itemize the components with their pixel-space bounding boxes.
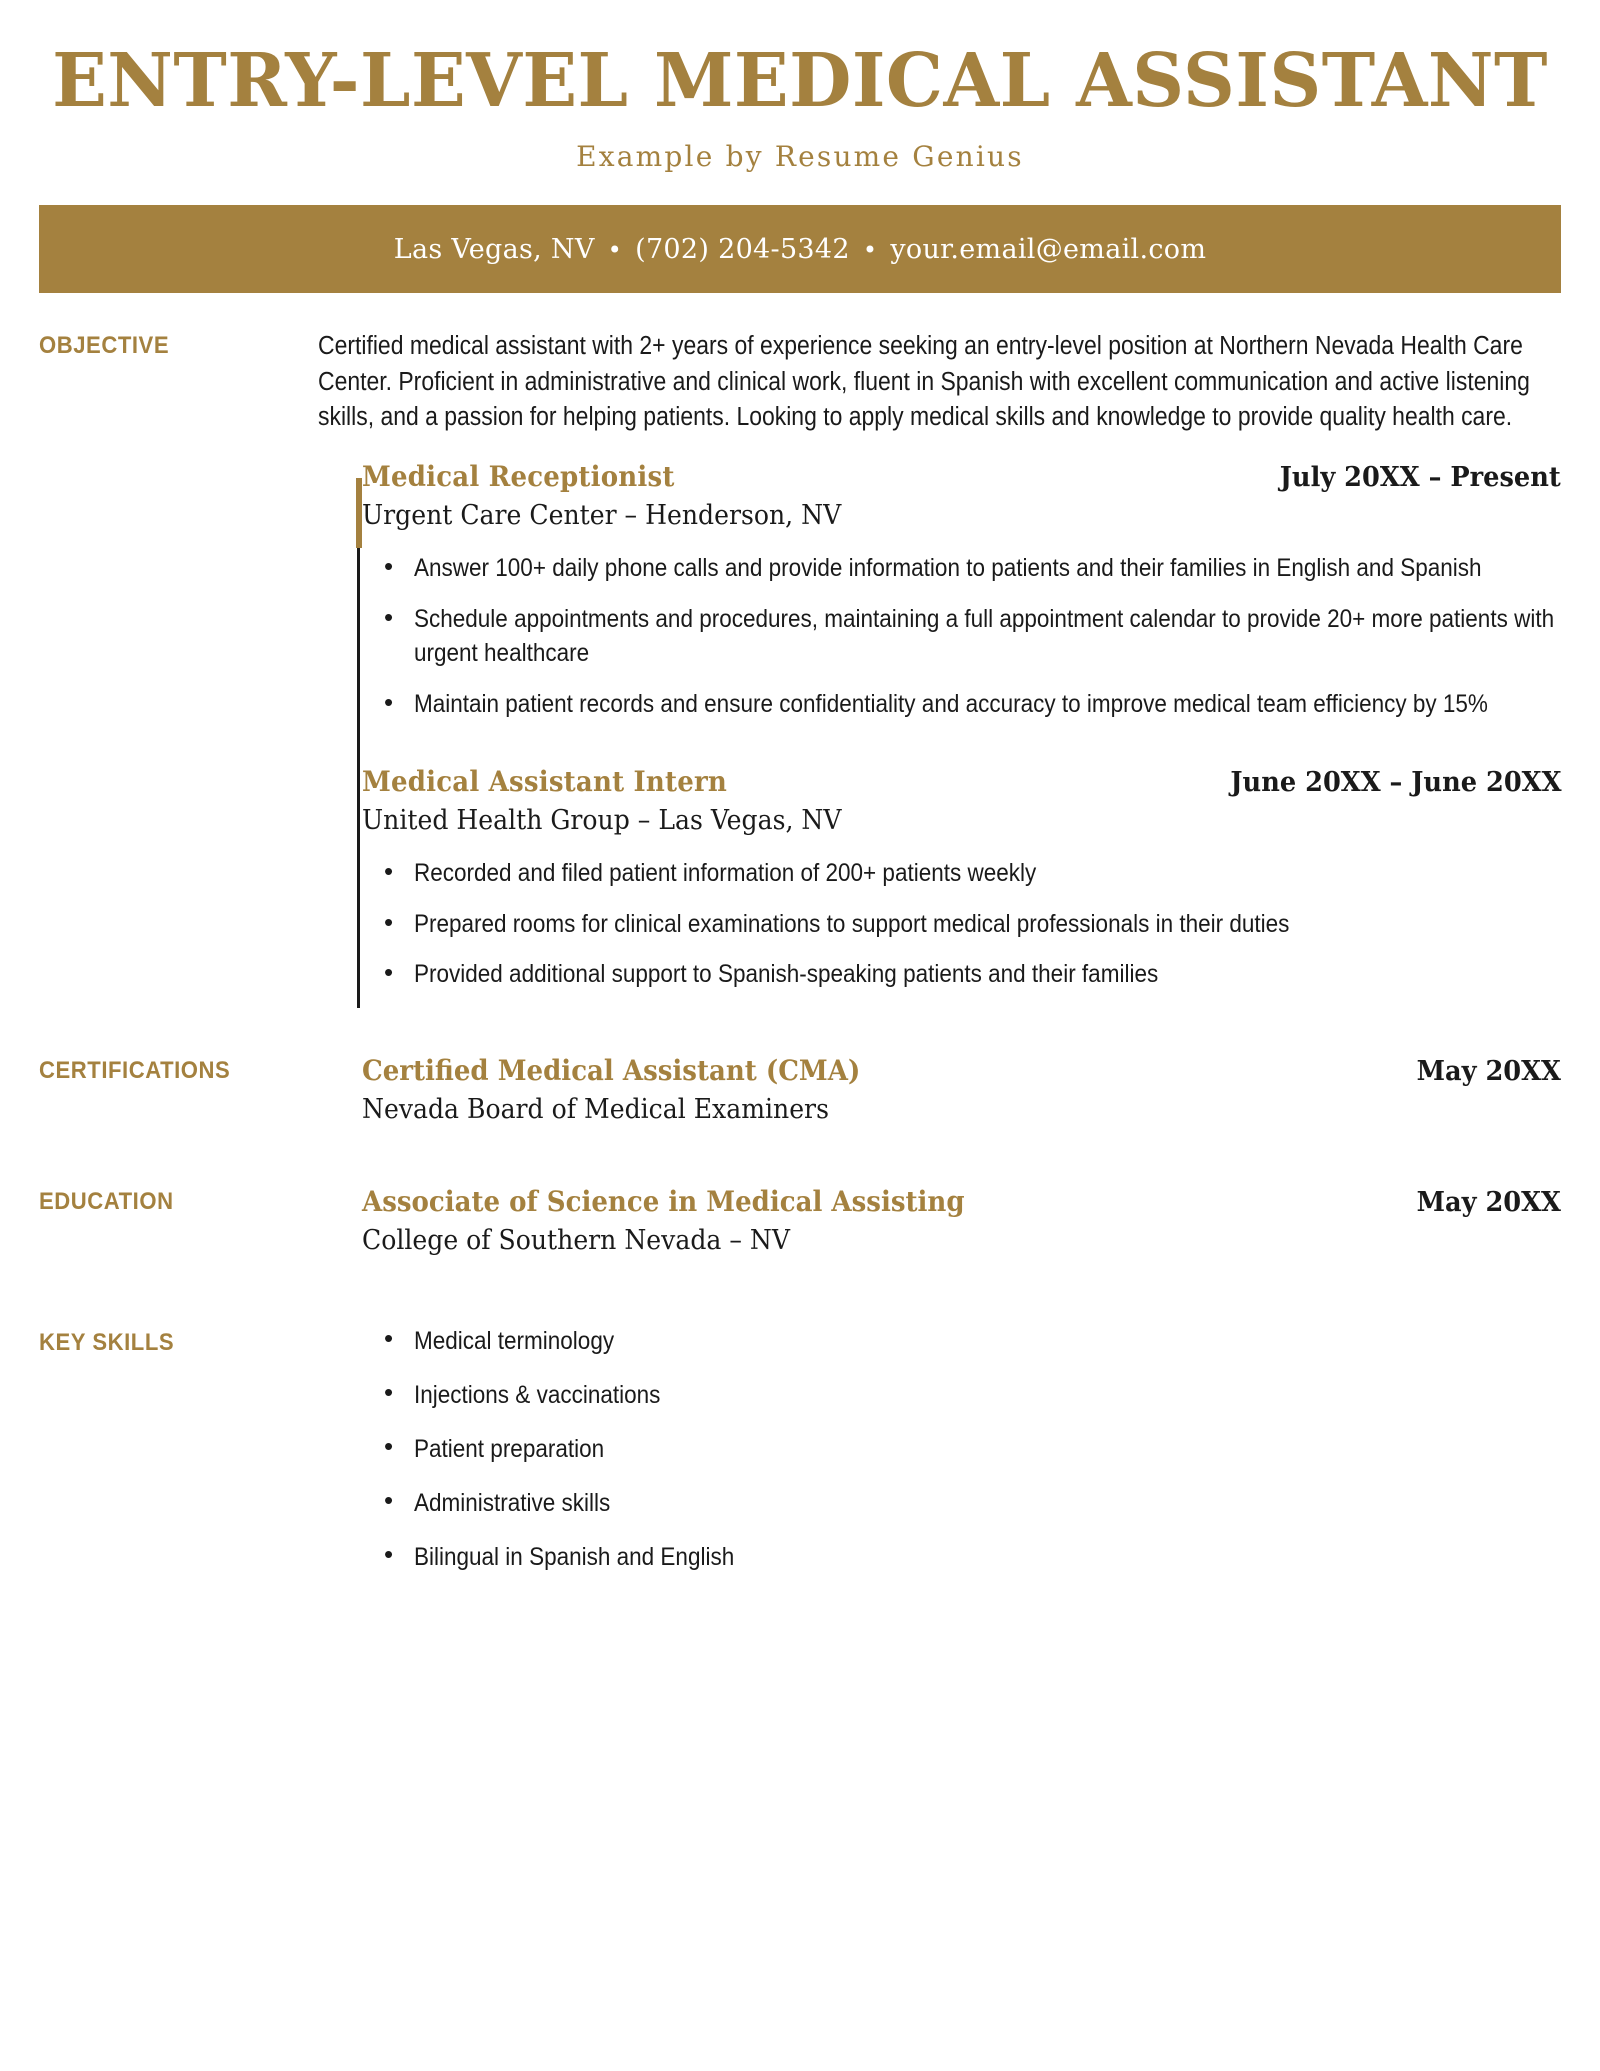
job-company: Urgent Care Center – Henderson, NV xyxy=(362,500,842,532)
education-section xyxy=(0,1185,1600,1256)
education-entry-header xyxy=(362,1185,1561,1218)
job-bullet-text: • Prepared rooms for clinical examinations to support medical professionals in their duties xyxy=(414,909,1290,938)
skill-text: Medical terminology xyxy=(414,1326,615,1355)
job-company: United Health Group – Las Vegas, NV xyxy=(362,805,842,837)
key-skills-label-column xyxy=(39,1326,318,1596)
certification-issuer: Nevada Board of Medical Examiners xyxy=(362,1093,829,1125)
job-bullet xyxy=(362,687,1561,722)
job-bullet xyxy=(362,602,1561,671)
contact-separator-icon: • xyxy=(607,235,623,264)
job-bullet-text: • Answer 100+ daily phone calls and provide information to patients and their families in English and Spanish xyxy=(414,554,1482,583)
contact-location: Las Vegas, NV xyxy=(393,233,595,265)
job-bullet-list xyxy=(362,856,1561,992)
job-date: June 20XX – June 20XX xyxy=(1229,767,1561,799)
education-label-column xyxy=(39,1185,318,1256)
experience-entry xyxy=(362,765,1561,992)
skill-text: Injections & vaccinations xyxy=(414,1380,661,1409)
experience-timeline-rail xyxy=(357,478,360,1008)
list-item xyxy=(362,1434,1561,1464)
job-title: Medical Assistant Intern xyxy=(362,765,728,799)
key-skills-section xyxy=(0,1326,1600,1596)
contact-email[interactable]: your.email@email.com xyxy=(890,233,1207,265)
job-title: Medical Receptionist xyxy=(362,460,675,494)
school-name: College of Southern Nevada – NV xyxy=(362,1224,790,1256)
experience-entry-header xyxy=(362,765,1561,798)
contact-phone[interactable]: (702) 204-5342 xyxy=(635,233,850,265)
section-heading-key-skills: KEY SKILLS xyxy=(39,1328,175,1356)
job-bullet-list xyxy=(362,551,1561,721)
certification-date: May 20XX xyxy=(1416,1055,1561,1087)
section-heading-objective: OBJECTIVE xyxy=(39,332,170,359)
job-bullet-text: • Schedule appointments and procedures, maintaining a full appointment calendar to provide 20+ more patients with urgent healthcare xyxy=(414,604,1555,668)
certifications-body xyxy=(318,1054,1561,1125)
key-skills-body xyxy=(318,1326,1561,1596)
experience-section xyxy=(0,460,1600,1008)
objective-body xyxy=(318,329,1561,436)
resume-subtitle: Example by Resume Genius xyxy=(576,140,1024,173)
contact-bar xyxy=(39,205,1561,293)
job-bullet-text: • Maintain patient records and ensure confidentiality and accuracy to improve medical team efficiency by 15% xyxy=(414,689,1488,718)
certification-title: Certified Medical Assistant (CMA) xyxy=(362,1053,861,1087)
job-bullet xyxy=(362,551,1561,586)
job-bullet xyxy=(362,957,1561,992)
objective-text: Certified medical assistant with 2+ years of experience seeking an entry-level position at Northern Nevada Health Care Center. Proficient in administrative and clinical work, fluent in Spanish with excellent communication and active listening skills, and a passion for helping patients. Looking to apply medical skills and knowledge to provide quality health care. xyxy=(318,332,1530,432)
certification-entry-header xyxy=(362,1054,1561,1087)
degree-title: Associate of Science in Medical Assisting xyxy=(362,1184,965,1218)
list-item xyxy=(362,1488,1561,1518)
objective-section xyxy=(0,329,1600,436)
list-item xyxy=(362,1380,1561,1410)
objective-label-column xyxy=(39,329,318,436)
education-body xyxy=(318,1185,1561,1256)
certifications-label-column xyxy=(39,1054,318,1125)
contact-separator-icon: • xyxy=(862,235,878,264)
resume-header xyxy=(0,0,1600,173)
contact-line xyxy=(394,234,1206,265)
list-item xyxy=(362,1542,1561,1572)
skill-text: Bilingual in Spanish and English xyxy=(414,1542,735,1571)
job-bullet xyxy=(362,856,1561,891)
key-skills-list xyxy=(362,1326,1561,1572)
job-bullet xyxy=(362,907,1561,942)
section-heading-education: EDUCATION xyxy=(39,1187,174,1215)
experience-entry xyxy=(362,460,1561,721)
list-item xyxy=(362,1326,1561,1356)
experience-body xyxy=(318,460,1561,1008)
certifications-section xyxy=(0,1054,1600,1125)
page-title: ENTRY-LEVEL MEDICAL ASSISTANT xyxy=(52,38,1548,124)
job-date: July 20XX – Present xyxy=(1280,462,1561,494)
job-bullet-text: • Recorded and filed patient information of 200+ patients weekly xyxy=(414,859,1037,888)
skill-text: Patient preparation xyxy=(414,1434,605,1463)
job-bullet-text: • Provided additional support to Spanish-speaking patients and their families xyxy=(414,960,1159,989)
experience-entry-header xyxy=(362,460,1561,493)
section-heading-certifications: CERTIFICATIONS xyxy=(39,1056,231,1084)
degree-date: May 20XX xyxy=(1416,1186,1561,1218)
skill-text: Administrative skills xyxy=(414,1488,611,1517)
